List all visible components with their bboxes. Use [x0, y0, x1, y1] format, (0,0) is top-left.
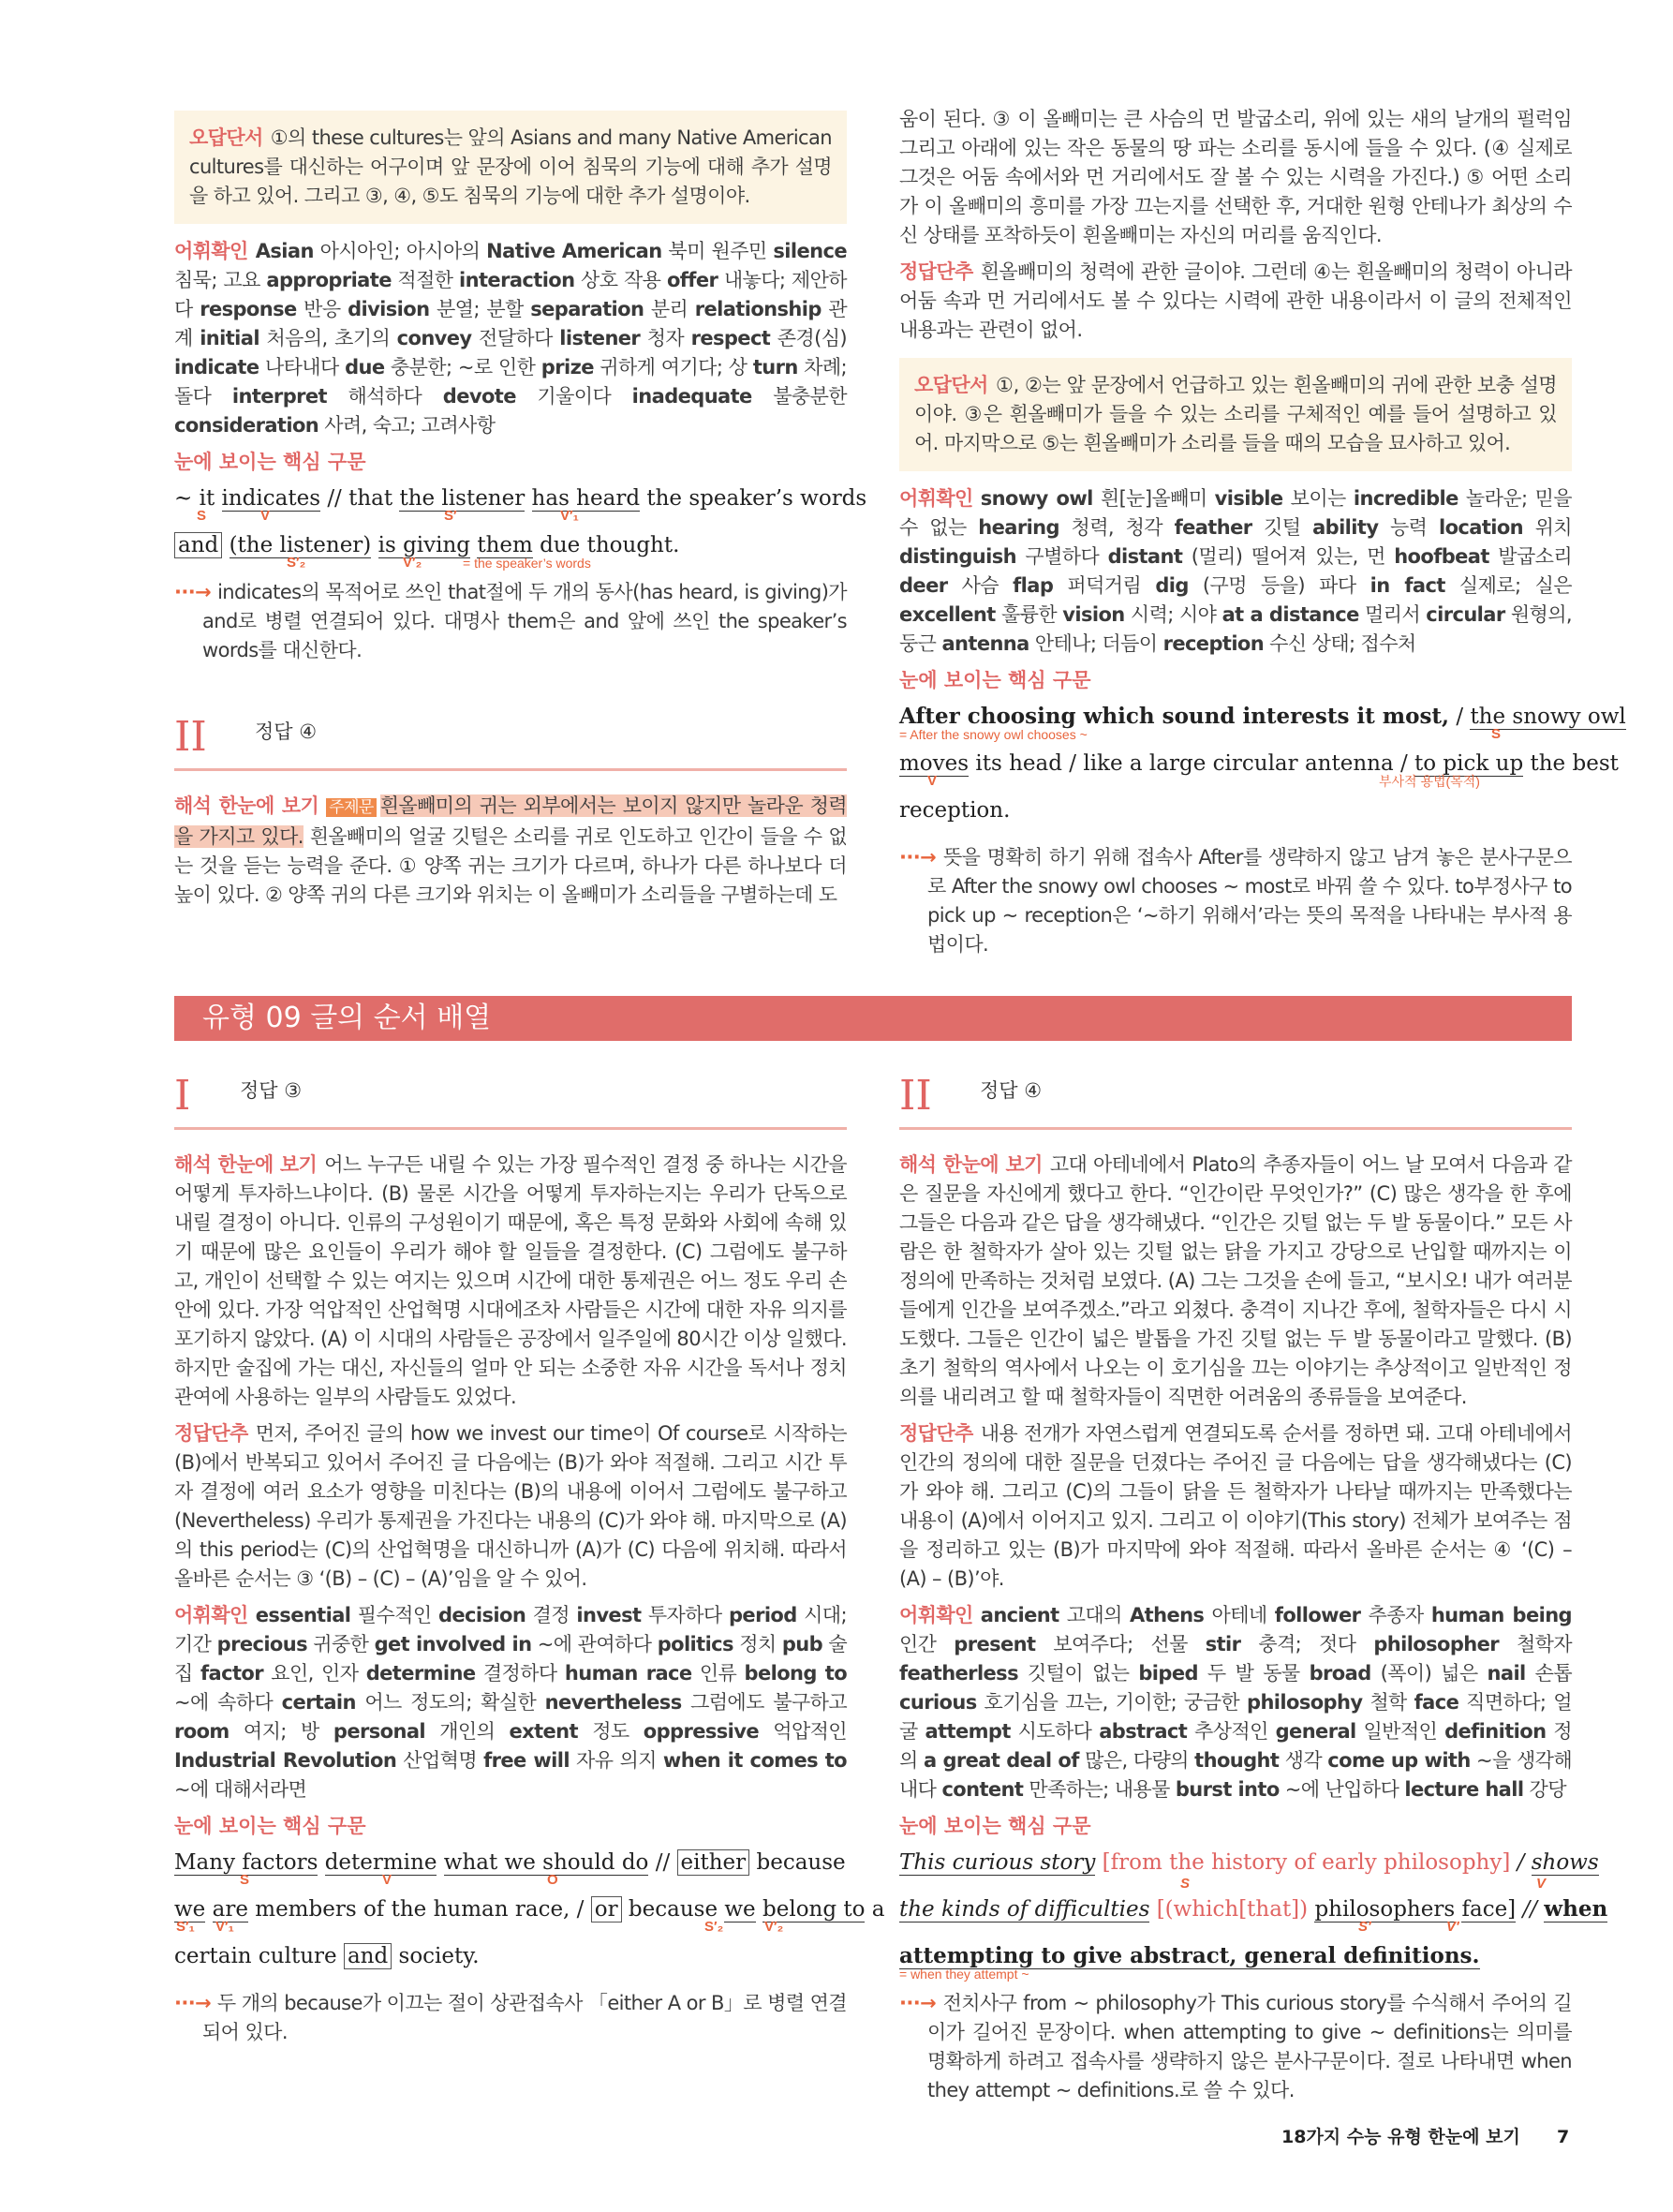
vocab-meaning: 술집: [174, 1633, 848, 1685]
vocab-meaning: 분열; 분할: [429, 298, 531, 320]
vocab-meaning: 강당: [1523, 1778, 1566, 1801]
vocab-word: consideration: [174, 414, 319, 437]
vocab-meaning: 결정하다: [475, 1662, 565, 1685]
vocab-word: personal: [333, 1720, 425, 1743]
question-II-header: II 정답 ④: [899, 1071, 1572, 1130]
vocab-meaning: ~을 생각해 내다: [899, 1749, 1573, 1801]
vocab-meaning: 관계: [174, 298, 848, 349]
vocab-meaning: 멀리서: [1358, 603, 1427, 626]
vocab-word: relationship: [694, 298, 822, 320]
vocab-word: featherless: [899, 1662, 1018, 1685]
translation-paragraph: 해석 한눈에 보기 어느 누구든 내릴 수 있는 가장 필수적인 결정 중 하나는 시간을 어떻게 투자하느냐이다. (B) 물론 시간을 어떻게 투자하는지는 우리가 단독으로 내릴 결정이 아니다. 인류의 구성원이기 때문에, 혹은 특정 문화와 사회에 속해 있기 때문에 많은 요인들이 우리가 해야 할 일들을 결정한다. (C) 그럼에도 불구하고, 개인이 선택할 수 있는 여지는 있으며 시간에 대한 통제권은 어느 정도 우리 손 안에 있다. 가장 억압적인 산업혁명 시대에조차 사람들은 시간에 대한 자유 의지를 포기하지 않았다. (A) 이 시대의 사람들은 공장에서 일주일에 80시간 이상 일했다. 하지만 술집에 가는 대신, 자신들의 얼마 안 되는 소중한 자유 시간을 독서나 정치 관여에 사용하는 일부의 사람들도 있었다.: [174, 1153, 847, 1408]
vocab-word: deer: [899, 574, 948, 597]
translation-continued: 움이 된다. ③ 이 올빼미는 큰 사슴의 먼 발굽소리, 위에 있는 새의 날개의 펄럭임 그리고 아래에 있는 작은 동물의 땅 파는 소리를 동시에 들을 수 있다. (④ 실제로 그것은 어둠 속에서와 먼 거리에서도 잘 볼 수 있는 시력을 가진다.) ⑤ 어떤 소리가 이 올빼미의 흥미를 가장 끄는지를 선택한 후, 거대한 원형 안테나가 최상의 수신 상태를 포착하듯이 흰올빼미는 자신의 머리를 움직인다.: [899, 108, 1572, 246]
vocab-word: human being: [1430, 1604, 1572, 1626]
vocab-word: visible: [1214, 487, 1283, 510]
vocab-meaning: 고대의: [1059, 1604, 1130, 1626]
vocab-meaning: 두 발 동물: [1197, 1662, 1310, 1685]
vocab-word: room: [174, 1720, 229, 1743]
vocab-meaning: 어느 정도의; 확실한: [355, 1691, 545, 1714]
vocab-paragraph: 어휘확인 snowy owl 흰[눈]올빼미 visible 보이는 incredible 놀라운; 믿을 수 없는 hearing 청력, 청각 feather 깃털 ability 능력 location 위치 distinguish 구별하다 distant (멀리) 떨어져 있는, 먼 hoofbeat 발굽소리 deer 사슴 flap 퍼덕거림 dig (구멍 등을) 파다 in fact 실제로; 실은 excellent 훌륭한 vision 시력; 시야 at a distance 멀리서 circular 원형의, 둥근 antenna 안테나; 더듬이 reception 수신 상태; 접수처: [899, 487, 1572, 655]
vocab-meaning: 반응: [296, 298, 348, 320]
vocab-word: burst into: [1175, 1778, 1280, 1801]
vocab-meaning: 아테네: [1204, 1604, 1275, 1626]
vocab-word: reception: [1162, 632, 1265, 655]
vocab-word: period: [729, 1604, 797, 1626]
vocab-word: silence: [773, 240, 847, 262]
vocab-meaning: 개인의: [424, 1720, 510, 1743]
vocab-word: determine: [365, 1662, 476, 1685]
vocab-word: human race: [564, 1662, 692, 1685]
vocab-word: biped: [1138, 1662, 1198, 1685]
vocab-meaning: 존경(심): [770, 327, 847, 349]
answer-reason-paragraph: 정답단추 내용 전개가 자연스럽게 연결되도록 순서를 정하면 돼. 고대 아테네에서 인간의 정의에 대한 질문을 던졌다는 주어진 글 다음에는 답을 생각해냈다는 (C)가 와야 해. 그리고 (C)의 그들이 닭을 든 철학자가 나타날 때까지는 만족했다는 내용이 (A)에서 이어지고 있지. 그리고 이 이야기(This story) 전체가 보여주는 점을 정리하고 있는 (B)가 마지막에 와야 적절해. 따라서 올바른 순서는 ④ ‘(C) – (A) – (B)’야.: [899, 1422, 1572, 1590]
vocab-meaning: 나타내다: [259, 356, 346, 379]
vocab-meaning: 자유 의지: [569, 1749, 663, 1772]
vocab-word: stir: [1205, 1633, 1241, 1655]
vocab-meaning: 아시아인; 아시아의: [313, 240, 487, 262]
vocab-meaning: 놀라운; 믿을 수 없는: [899, 487, 1572, 539]
vocab-meaning: 보여주다; 선물: [1035, 1633, 1206, 1655]
footer-title: 18가지 수능 유형 한눈에 보기: [1281, 2127, 1520, 2147]
vocab-word: lecture hall: [1404, 1778, 1524, 1801]
answer-label: 정답 ④: [255, 720, 318, 743]
answer-label: 정답 ④: [980, 1079, 1043, 1102]
vocab-word: follower: [1274, 1604, 1361, 1626]
verb-indicates: indicates: [221, 486, 320, 511]
vocab-meaning: 철학: [1362, 1691, 1414, 1714]
vocab-word: response: [200, 298, 297, 320]
vocab-word: general: [1275, 1720, 1356, 1743]
vocab-meaning: 시대; 기간: [174, 1604, 847, 1655]
vocab-meaning: ~에 속하다: [174, 1691, 282, 1714]
vocab-word: belong to: [744, 1662, 848, 1685]
vocab-word: inadequate: [631, 385, 752, 408]
key-structure-heading: 눈에 보이는 핵심 구문: [899, 1815, 1091, 1837]
key-sentence-note: ···→ 두 개의 because가 이끄는 절이 상관접속사 「either A or B」로 병렬 연결되어 있다.: [174, 1992, 847, 2043]
vocab-meaning: 해석하다: [326, 385, 443, 408]
vocab-meaning: 그럼에도 불구하고: [681, 1691, 848, 1714]
vocab-word: devote: [442, 385, 516, 408]
vocab-word: nevertheless: [544, 1691, 682, 1714]
vocab-meaning: 훌륭한: [995, 603, 1063, 626]
vocab-meaning: 침묵; 고요: [174, 269, 267, 291]
vocab-meaning: 호기심을 끄는, 기이한; 궁금한: [976, 1691, 1248, 1714]
vocab-meaning: 발굽소리: [1488, 545, 1572, 568]
vocab-meaning: 인간: [899, 1633, 955, 1655]
vocab-meaning: 내놓다; 제안하다: [174, 269, 847, 320]
vocab-word: interpret: [231, 385, 327, 408]
topic-sentence-tag: 주제문: [326, 798, 376, 817]
vocab-word: at a distance: [1221, 603, 1359, 626]
vocab-word: hearing: [978, 516, 1059, 539]
vocab-word: snowy owl: [980, 487, 1093, 510]
key-structure-heading: 눈에 보이는 핵심 구문: [174, 451, 366, 473]
vocab-meaning: (폭이) 넓은: [1370, 1662, 1488, 1685]
vocab-meaning: 위치: [1523, 516, 1572, 539]
vocab-meaning: 사슴: [947, 574, 1014, 597]
vocab-meaning: 충격; 젓다: [1240, 1633, 1374, 1655]
key-sentence-note: ···→ 뜻을 명확히 하기 위해 접속사 After를 생략하지 않고 남겨 놓은 분사구문으로 After the snowy owl chooses ~ most로 바꿔 쓸 수 있다. to부정사구 to pick up ~ reception은 ‘~하기 위해서’라는 뜻의 목적을 나타내는 부사적 용법이다.: [899, 846, 1572, 956]
vocab-meaning: 정의: [899, 1720, 1572, 1772]
vocab-meaning: 불충분한: [751, 385, 847, 408]
vocab-word: excellent: [899, 603, 996, 626]
arrow-icon: ···→: [174, 1992, 217, 2014]
vocab-meaning: 여지; 방: [229, 1720, 333, 1743]
bottom-left-column: [174, 1071, 885, 2047]
vocab-meaning: 깃털: [1251, 516, 1313, 539]
vocab-word: offer: [666, 269, 718, 291]
vocab-meaning: 결정: [526, 1604, 577, 1626]
vocab-word: thought: [1194, 1749, 1280, 1772]
vocab-meaning: 생각: [1279, 1749, 1328, 1772]
vocab-word: nail: [1487, 1662, 1526, 1685]
vocab-word: interaction: [459, 269, 575, 291]
vocab-word: free will: [483, 1749, 570, 1772]
vocab-word: listener: [559, 327, 641, 349]
vocab-word: ancient: [980, 1604, 1059, 1626]
vocab-word: separation: [530, 298, 644, 320]
vocab-meaning: 상호 작용: [574, 269, 667, 291]
vocab-meaning: 요인, 인자: [262, 1662, 366, 1685]
vocab-word: Athens: [1130, 1604, 1205, 1626]
wrong-clue-text: ①의 these cultures는 앞의 Asians and many Native American cultures를 대신하는 어구이며 앞 문장에 이어 침묵의 기능에 대해 추가 설명을 하고 있어. 그리고 ③, ④, ⑤도 침묵의 기능에 대한 추가 설명이야.: [189, 126, 832, 207]
vocab-meaning: 귀하게 여기다; 상: [593, 356, 753, 379]
vocab-meaning: 추상적인: [1187, 1720, 1276, 1743]
vocab-meaning: 능력: [1378, 516, 1439, 539]
vocab-word: definition: [1444, 1720, 1547, 1743]
vocab-word: Asian: [255, 240, 314, 262]
top-left-column: [174, 111, 867, 917]
vocab-word: essential: [255, 1604, 351, 1626]
vocab-meaning: 투자하다: [641, 1604, 729, 1626]
vocab-meaning: ~에 대해서라면: [174, 1778, 307, 1801]
vocab-paragraph: 어휘확인 ancient 고대의 Athens 아테네 follower 추종자 human being 인간 present 보여주다; 선물 stir 충격; 젓다 philosopher 철학자 featherless 깃털이 없는 biped 두 발 동물 broad (폭이) 넓은 nail 손톱 curious 호기심을 끄는, 기이한; 궁금한 philosophy 철학 face 직면하다; 얼굴 attempt 시도하다 abstract 추상적인 general 일반적인 definition 정의 a great deal of 많은, 다량의 thought 생각 come up with ~을 생각해 내다 content 만족하는; 내용물 burst into ~에 난입하다 lecture hall 강당: [899, 1604, 1573, 1801]
vocab-word: factor: [200, 1662, 263, 1685]
vocab-word: in fact: [1369, 574, 1445, 597]
vocab-word: vision: [1062, 603, 1125, 626]
vocab-word: convey: [396, 327, 472, 349]
vocab-meaning: 손톱: [1525, 1662, 1573, 1685]
vocab-meaning: 분리: [644, 298, 695, 320]
key-structure-heading: 눈에 보이는 핵심 구문: [899, 669, 1091, 691]
wrong-clue-box: [174, 111, 847, 224]
key-sentence-note: ···→ indicates의 목적어로 쓰인 that절에 두 개의 동사(has heard, is giving)가 and로 병렬 연결되어 있다. 대명사 them은 and 앞에 쓰인 the speaker’s words를 대신한다.: [174, 581, 847, 661]
vocab-meaning: 퍼덕거림: [1053, 574, 1156, 597]
vocab-meaning: 수신 상태; 접수처: [1264, 632, 1416, 655]
key-sentence: After choosing which sound interests it most, / the snowy owl = After the snowy owl chooses ~ S moves its head / like a large circular antenna / to pick up the best V 부사적 용법(목적) reception.: [899, 704, 1626, 823]
vocab-word: indicate: [174, 356, 259, 379]
vocab-word: ability: [1312, 516, 1379, 539]
vocab-word: hoofbeat: [1394, 545, 1489, 568]
vocab-meaning: 정도: [577, 1720, 644, 1743]
vocab-word: present: [954, 1633, 1036, 1655]
vocab-word: Industrial Revolution: [174, 1749, 397, 1772]
bottom-right-column: [899, 1071, 1608, 2105]
answer-reason-paragraph: 정답단추 흰올빼미의 청력에 관한 글이야. 그런데 ④는 흰올빼미의 청력이 아니라 어둠 속과 먼 거리에서도 볼 수 있다는 시력에 관한 내용이라서 이 글의 전체적인 내용과는 관련이 없어.: [899, 260, 1572, 341]
vocab-word: incredible: [1353, 487, 1458, 510]
vocab-meaning: 차례; 돌다: [174, 356, 848, 408]
vocab-meaning: 직면하다; 얼굴: [899, 1691, 1572, 1743]
vocab-word: appropriate: [266, 269, 392, 291]
vocab-paragraph: 어휘확인 essential 필수적인 decision 결정 invest 투자하다 period 시대; 기간 precious 귀중한 get involved in ~에 관여하다 politics 정치 pub 술집 factor 요인, 인자 determine 결정하다 human race 인류 belong to ~에 속하다 certain 어느 정도의; 확실한 nevertheless 그럼에도 불구하고 room 여지; 방 personal 개인의 extent 정도 oppressive 억압적인 Industrial Revolution 산업혁명 free will 자유 의지 when it comes to ~에 대해서라면: [174, 1604, 848, 1801]
vocab-meaning: 철학자: [1499, 1633, 1572, 1655]
page-number: 7: [1557, 2127, 1570, 2147]
key-sentence: ~ it indicates // that the listener has heard the speaker’s words S V S′ V′₁ and (the listener) is giving them due thought. S′₂ V′₂ = the speaker’s words: [174, 486, 867, 571]
topic-sentence: 흰올빼미의 귀는 외부에서는 보이지 않지만 놀라운 청력을 가지고 있다.: [174, 794, 847, 848]
arrow-icon: ···→: [899, 1992, 943, 2014]
vocab-word: turn: [752, 356, 798, 379]
vocab-meaning: 많은, 다량의: [1078, 1749, 1195, 1772]
vocab-word: flap: [1013, 574, 1054, 597]
vocab-word: extent: [509, 1720, 578, 1743]
wrong-clue-box: 오답단서 ①, ②는 앞 문장에서 언급하고 있는 흰올빼미의 귀에 관한 보충 설명이야. ③은 흰올빼미가 들을 수 있는 소리를 구체적인 예를 들어 설명하고 있어. 마지막으로 ⑤는 흰올빼미가 소리를 들을 때의 모습을 묘사하고 있어.: [899, 358, 1572, 471]
vocab-word: a great deal of: [923, 1749, 1079, 1772]
vocab-word: distinguish: [899, 545, 1016, 568]
vocab-word: philosophy: [1247, 1691, 1363, 1714]
vocab-meaning: (구멍 등을) 파다: [1188, 574, 1370, 597]
vocab-paragraph: [174, 237, 847, 440]
vocab-word: prize: [540, 356, 594, 379]
vocab-meaning: 처음의, 초기의: [259, 327, 397, 349]
vocab-meaning: 만족하는; 내용물: [1023, 1778, 1176, 1801]
answer-label: 정답 ③: [240, 1079, 303, 1102]
arrow-icon: ···→: [899, 846, 943, 868]
vocab-word: division: [348, 298, 430, 320]
vocab-meaning: 북미 원주민: [661, 240, 774, 262]
section-banner: 유형 09 글의 순서 배열: [174, 996, 1572, 1041]
vocab-meaning: 필수적인: [350, 1604, 438, 1626]
vocab-meaning: 시력; 시야: [1124, 603, 1222, 626]
key-sentence-note: ···→ 전치사구 from ~ philosophy가 This curious story를 수식해서 주어의 길이가 길어진 문장이다. when attempting to give ~ definitions는 의미를 명확하게 하려고 접속사를 생략하지 않은 분사구문이다. 절로 나타내면 when they attempt ~ definitions.로 쓸 수 있다.: [899, 1992, 1572, 2101]
vocab-word: invest: [576, 1604, 642, 1626]
arrow-icon: ···→: [174, 581, 218, 603]
vocab-word: antenna: [941, 632, 1029, 655]
key-structure-heading: 눈에 보이는 핵심 구문: [174, 1815, 366, 1837]
vocab-word: philosopher: [1373, 1633, 1500, 1655]
vocab-meaning: 청력, 청각: [1059, 516, 1175, 539]
vocab-meaning: ~에 난입하다: [1279, 1778, 1405, 1801]
vocab-word: certain: [281, 1691, 356, 1714]
vocab-meaning: 추종자: [1360, 1604, 1431, 1626]
vocab-word: decision: [437, 1604, 526, 1626]
vocab-meaning: 인류: [691, 1662, 745, 1685]
vocab-word: dig: [1155, 574, 1189, 597]
vocab-meaning: 충분한; ~로 인한: [384, 356, 541, 379]
vocab-meaning: 보이는: [1282, 487, 1354, 510]
vocab-word: pub: [781, 1633, 823, 1655]
vocab-word: initial: [200, 327, 259, 349]
vocab-meaning: 시도하다: [1010, 1720, 1100, 1743]
vocab-meaning: 귀중한: [307, 1633, 375, 1655]
vocab-meaning: 구별하다: [1015, 545, 1108, 568]
vocab-meaning: 전달하다: [471, 327, 560, 349]
vocab-word: politics: [657, 1633, 733, 1655]
answer-reason-paragraph: 정답단추 먼저, 주어진 글의 how we invest our time이 Of course로 시작하는 (B)에서 반복되고 있어서 주어진 글 다음에는 (B)가 와야 적절해. 그리고 시간 투자 결정에 여러 요소가 영향을 미친다는 (B)의 내용에 이어서 그럼에도 불구하고 (Nevertheless) 우리가 통제권을 가진다는 내용의 (C)가 와야 해. 마지막으로 (A)의 this period는 (C)의 산업혁명을 대신하니까 (A)가 (C) 다음에 위치해. 따라서 올바른 순서는 ③ ‘(B) – (C) – (A)’임을 알 수 있어.: [174, 1422, 847, 1590]
translation-paragraph: 해석 한눈에 보기 주제문 흰올빼미의 귀는 외부에서는 보이지 않지만 놀라운 청력을 가지고 있다. 흰올빼미의 얼굴 깃털은 소리를 귀로 인도하고 인간이 들을 수 없는 것을 듣는 능력을 준다. ① 양쪽 귀는 크기가 다르며, 하나가 다른 하나보다 더 높이 있다. ② 양쪽 귀의 다른 크기와 위치는 이 올빼미가 소리들을 구별하는데 도: [174, 794, 847, 906]
vocab-word: face: [1414, 1691, 1459, 1714]
vocab-meaning: ~에 관여하다: [531, 1633, 658, 1655]
vocab-meaning: 안테나; 더듬이: [1029, 632, 1163, 655]
question-II-header: II 정답 ④: [174, 712, 847, 771]
vocab-word: get involved in: [374, 1633, 532, 1655]
vocab-meaning: 흰[눈]올빼미: [1092, 487, 1215, 510]
vocab-meaning: 산업혁명: [396, 1749, 484, 1772]
vocab-meaning: (멀리) 떨어져 있는, 먼: [1182, 545, 1395, 568]
vocab-word: broad: [1309, 1662, 1371, 1685]
vocab-meaning: 적절한: [391, 269, 460, 291]
vocab-word: content: [941, 1778, 1024, 1801]
vocab-word: precious: [216, 1633, 307, 1655]
vocab-word: when it comes to: [662, 1749, 847, 1772]
vocab-word: abstract: [1099, 1720, 1188, 1743]
vocab-word: curious: [899, 1691, 977, 1714]
key-sentence: Many factors determine what we should do // either because S V O we are members of the human race, / or because we belong to a S′₁ V′₁ S′₂ V′₂ certain culture and society.: [174, 1850, 885, 1968]
vocab-word: attempt: [925, 1720, 1011, 1743]
vocab-word: feather: [1174, 516, 1252, 539]
vocab-meaning: 깃털이 없는: [1017, 1662, 1139, 1685]
vocab-meaning: 사려, 숙고; 고려사항: [318, 414, 496, 437]
vocab-word: come up with: [1327, 1749, 1471, 1772]
vocab-label: 어휘확인: [174, 240, 248, 262]
vocab-meaning: 원형의, 둥근: [899, 603, 1572, 655]
vocab-word: Native American: [486, 240, 662, 262]
vocab-meaning: 기울이다: [515, 385, 632, 408]
question-I-header: I 정답 ③: [174, 1071, 847, 1130]
vocab-meaning: 억압적인: [759, 1720, 847, 1743]
vocab-word: location: [1438, 516, 1524, 539]
vocab-word: respect: [690, 327, 771, 349]
key-sentence: This curious story [from the history of early philosophy] / shows the kinds of difficulties [(which[that]) philosophers face] // when S V S′ V′ attempting to give abstract, general definitions. = when they attempt ~: [899, 1850, 1608, 1982]
wrong-clue-label: 오답단서: [189, 126, 263, 149]
vocab-word: circular: [1426, 603, 1505, 626]
vocab-word: distant: [1107, 545, 1183, 568]
vocab-meaning: 일반적인: [1355, 1720, 1445, 1743]
vocab-word: due: [345, 356, 385, 379]
top-right-column: [899, 105, 1626, 959]
vocab-meaning: 청자: [640, 327, 691, 349]
vocab-meaning: 실제로; 실은: [1444, 574, 1572, 597]
vocab-word: oppressive: [643, 1720, 760, 1743]
vocab-meaning: 정치: [733, 1633, 782, 1655]
translation-paragraph: 해석 한눈에 보기 고대 아테네에서 Plato의 추종자들이 어느 날 모여서 다음과 같은 질문을 자신에게 했다고 한다. “인간이란 무엇인가?” (C) 많은 생각을 한 후에 그들은 다음과 같은 답을 생각해냈다. “인간은 깃털 없는 두 발 동물이다.” 모든 사람은 한 철학자가 살아 있는 깃털 없는 닭을 가지고 강당으로 난입할 때까지는 이 정의에 만족하는 것처럼 보였다. (A) 그는 그것을 손에 들고, “보시오! 내가 여러분들에게 인간을 보여주겠소.”라고 외쳤다. 충격이 지나간 후에, 철학자들은 다시 시도했다. 그들은 인간이 넓은 발톱을 가진 깃털 없는 두 발 동물이라고 말했다. (B) 초기 철학의 역사에서 나오는 이 호기심을 끄는 이야기는 추상적이고 일반적인 정의를 내리려고 할 때 철학자들이 직면한 어려움의 종류들을 보여준다.: [899, 1153, 1572, 1408]
